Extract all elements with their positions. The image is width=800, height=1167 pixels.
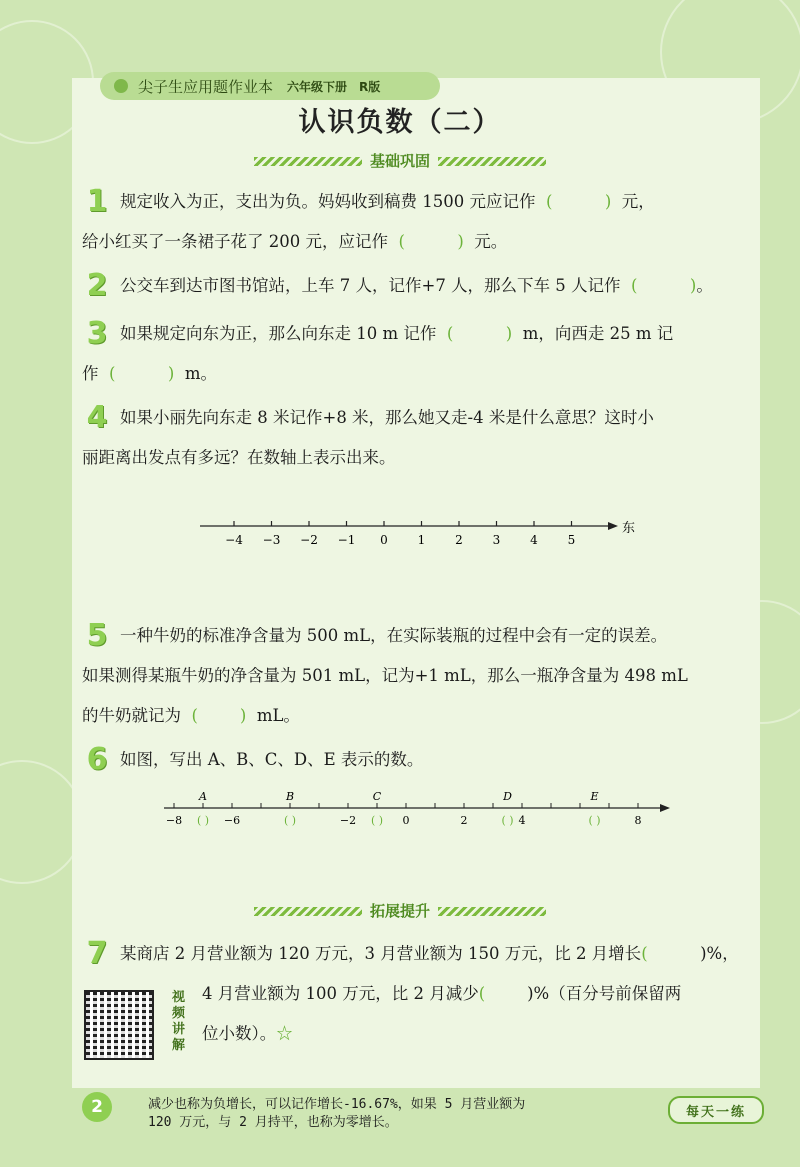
answer-blank[interactable]: ( ) [181, 706, 257, 725]
question-text: mL。 [256, 706, 300, 725]
axis-tick-label: 4 [518, 814, 526, 827]
axis-tick-label: −6 [223, 814, 241, 827]
answer-blank[interactable]: ( [478, 984, 528, 1003]
hatch-decoration [438, 907, 546, 916]
axis-arrow-icon [608, 522, 618, 530]
section-basic [0, 150, 800, 171]
answer-blank[interactable]: ( ) [436, 324, 523, 343]
question-text: 元， [621, 192, 655, 211]
axis-tick-label: −8 [165, 814, 183, 827]
axis-tick-label: 1 [417, 533, 426, 547]
page-number: 2 [82, 1092, 112, 1122]
question-text: m。 [184, 364, 217, 383]
point-label-a: A [199, 790, 207, 803]
question-text: )%， [700, 944, 739, 963]
axis-tick-label: 5 [567, 533, 576, 547]
version-label: R版 [359, 79, 381, 94]
answer-blank[interactable]: ( ) [387, 232, 475, 251]
footer-tip [148, 1096, 648, 1132]
question-text: 。 [696, 276, 713, 295]
question-text: 作 [82, 364, 99, 383]
axis-tick-label: 0 [380, 533, 388, 547]
question-text: 如果测得某瓶牛奶的净含量为 501 mL，记为+1 mL，那么一瓶净含量为 498 mL [82, 666, 688, 685]
axis-tick-label: −3 [262, 533, 281, 547]
question-2 [82, 266, 762, 306]
video-explain-label: 视频讲解 [172, 990, 186, 1053]
question-number: 3 [86, 316, 108, 351]
hatch-decoration [254, 907, 362, 916]
question-text: 如果小丽先向东走 8 米记作+8 米，那么她又走-4 米是什么意思？这时小 [120, 408, 654, 427]
number-line-q6[interactable] [160, 788, 680, 838]
question-1 [82, 182, 762, 262]
axis-tick-label: 8 [634, 814, 642, 827]
question-text: 某商店 2 月营业额为 120 万元，3 月营业额为 150 万元，比 2 月增长 [120, 944, 642, 963]
question-number: 2 [86, 268, 108, 303]
question-number: 1 [86, 184, 108, 219]
answer-blank[interactable]: ( ) [535, 192, 622, 211]
question-text: 规定收入为正，支出为负。妈妈收到稿费 1500 元应记作 [120, 192, 536, 211]
point-label-e: E [590, 790, 599, 803]
question-text: 4 月营业额为 100 万元，比 2 月减少 [202, 984, 479, 1003]
axis-tick-label: −2 [300, 533, 318, 547]
axis-tick-label: 4 [530, 533, 538, 547]
question-text: 元。 [474, 232, 508, 251]
daily-practice-badge: 每天一练 [668, 1096, 764, 1124]
point-answer-blank[interactable]: ( ) [283, 814, 297, 827]
book-header [100, 72, 440, 100]
question-text: )%（百分号前保留两 [527, 984, 682, 1003]
footer-tip-line: 减少也称为负增长，可以记作增长-16.67%，如果 5 月营业额为 [148, 1097, 526, 1112]
question-text: 位小数）。 [202, 1024, 277, 1043]
point-answer-blank[interactable]: ( ) [196, 814, 210, 827]
answer-blank[interactable]: ( ) [98, 364, 185, 383]
header-dot-icon [114, 79, 128, 93]
axis-tick-label: 0 [402, 814, 410, 827]
qr-code[interactable] [84, 990, 154, 1060]
question-number: 7 [86, 936, 108, 971]
section-basic-label: 基础巩固 [369, 152, 430, 170]
section-extend-label: 拓展提升 [369, 902, 430, 920]
axis-tick-label: 3 [492, 533, 501, 547]
axis-direction-label: 东 [622, 521, 636, 536]
point-label-d: D [503, 790, 512, 803]
question-number: 6 [86, 742, 108, 777]
question-4 [82, 398, 762, 478]
answer-blank[interactable]: ( [641, 944, 701, 963]
footer-tip-line: 120 万元，与 2 月持平，也称为零增长。 [148, 1115, 398, 1130]
question-5 [82, 616, 762, 736]
question-text: 丽距离出发点有多远？在数轴上表示出来。 [82, 448, 396, 467]
question-6 [82, 740, 762, 780]
axis-tick-label: −2 [339, 814, 357, 827]
question-text: 的牛奶就记为 [82, 706, 181, 725]
point-answer-blank[interactable]: ( ) [501, 814, 514, 827]
page-title: 认识负数（二） [298, 107, 502, 138]
axis-tick-label: 2 [460, 814, 468, 827]
hatch-decoration [438, 157, 546, 166]
question-text: m，向西走 25 m 记 [522, 324, 674, 343]
answer-blank[interactable]: ( ) [620, 276, 697, 295]
book-title: 尖子生应用题作业本 [138, 77, 274, 96]
question-text: 一种牛奶的标准净含量为 500 mL，在实际装瓶的过程中会有一定的误差。 [120, 626, 668, 645]
question-number: 4 [86, 400, 108, 435]
number-line-q4[interactable] [190, 510, 650, 560]
point-answer-blank[interactable]: ( ) [588, 814, 601, 827]
point-label-c: C [372, 790, 382, 803]
question-3 [82, 314, 762, 394]
question-text: 如图，写出 A、B、C、D、E 表示的数。 [120, 750, 424, 769]
axis-tick-label: −1 [337, 533, 356, 547]
grade-label: 六年级下册 [287, 79, 348, 94]
section-extend [0, 900, 800, 921]
question-number: 5 [86, 618, 108, 653]
star-icon: ☆ [276, 1024, 293, 1043]
axis-tick-label: 2 [455, 533, 463, 547]
axis-tick-label: −4 [225, 533, 243, 547]
axis-arrow-icon [660, 804, 670, 812]
question-text: 如果规定向东为正，那么向东走 10 m 记作 [120, 324, 437, 343]
question-text: 公交车到达市图书馆站，上车 7 人，记作+7 人，那么下车 5 人记作 [120, 276, 621, 295]
point-answer-blank[interactable]: ( ) [370, 814, 384, 827]
question-text: 给小红买了一条裙子花了 200 元，应记作 [82, 232, 388, 251]
point-label-b: B [285, 790, 295, 803]
hatch-decoration [254, 157, 362, 166]
